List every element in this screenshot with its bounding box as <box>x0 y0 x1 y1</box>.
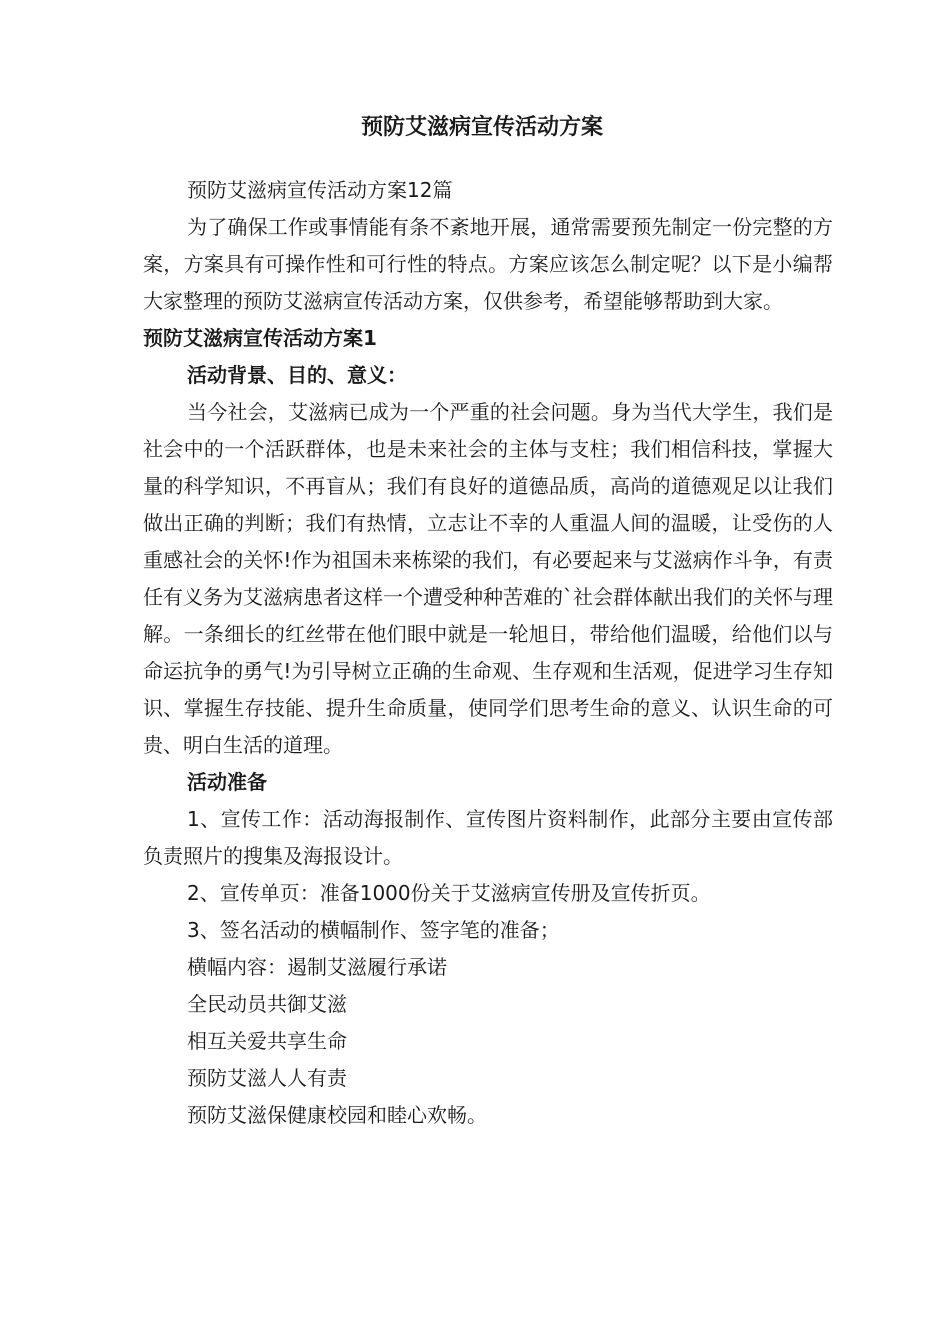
preparation-item-1: 1、宣传工作：活动海报制作、宣传图片资料制作，此部分主要由宣传部负责照片的搜集及海报设计。 <box>143 807 833 868</box>
document-page <box>143 108 833 1134</box>
background-heading: 活动背景、目的、意义： <box>187 363 407 387</box>
preparation-item-2: 2、宣传单页：准备1000份关于艾滋病宣传册及宣传折页。 <box>187 881 711 905</box>
document-title: 预防艾滋病宣传活动方案 <box>360 115 603 140</box>
banner-line-5: 预防艾滋保健康校园和睦心欢畅。 <box>187 1103 487 1127</box>
section-heading: 预防艾滋病宣传活动方案1 <box>143 326 377 350</box>
banner-line-2: 全民动员共御艾滋 <box>187 992 347 1016</box>
document-subtitle: 预防艾滋病宣传活动方案12篇 <box>187 178 453 202</box>
intro-paragraph: 为了确保工作或事情能有条不紊地开展，通常需要预先制定一份完整的方案，方案具有可操作性和可行性的特点。方案应该怎么制定呢？以下是小编帮大家整理的预防艾滋病宣传活动方案，仅供参考，希望能够帮助到大家。 <box>143 215 833 313</box>
banner-line-4: 预防艾滋人人有责 <box>187 1066 347 1090</box>
banner-line-1: 横幅内容：遏制艾滋履行承诺 <box>187 955 447 979</box>
preparation-heading: 活动准备 <box>187 770 267 794</box>
background-paragraph: 当今社会，艾滋病已成为一个严重的社会问题。身为当代大学生，我们是社会中的一个活跃群体，也是未来社会的主体与支柱；我们相信科技，掌握大量的科学知识，不再盲从；我们有良好的道德品质，高尚的道德观足以让我们做出正确的判断；我们有热情，立志让不幸的人重温人间的温暖，让受伤的人重感社会的关怀!作为祖国未来栋梁的我们，有必要起来与艾滋病作斗争，有责任有义务为艾滋病患者这样一个遭受种种苦难的`社会群体献出我们的关怀与理解。一条细长的红丝带在他们眼中就是一轮旭日，带给他们温暖，给他们以与命运抗争的勇气!为引导树立正确的生命观、生存观和生活观，促进学习生存知识、掌握生存技能、提升生命质量，使同学们思考生命的意义、认识生命的可贵、明白生活的道理。 <box>143 400 833 757</box>
preparation-item-3: 3、签名活动的横幅制作、签字笔的准备； <box>187 918 560 942</box>
banner-line-3: 相互关爱共享生命 <box>187 1029 347 1053</box>
